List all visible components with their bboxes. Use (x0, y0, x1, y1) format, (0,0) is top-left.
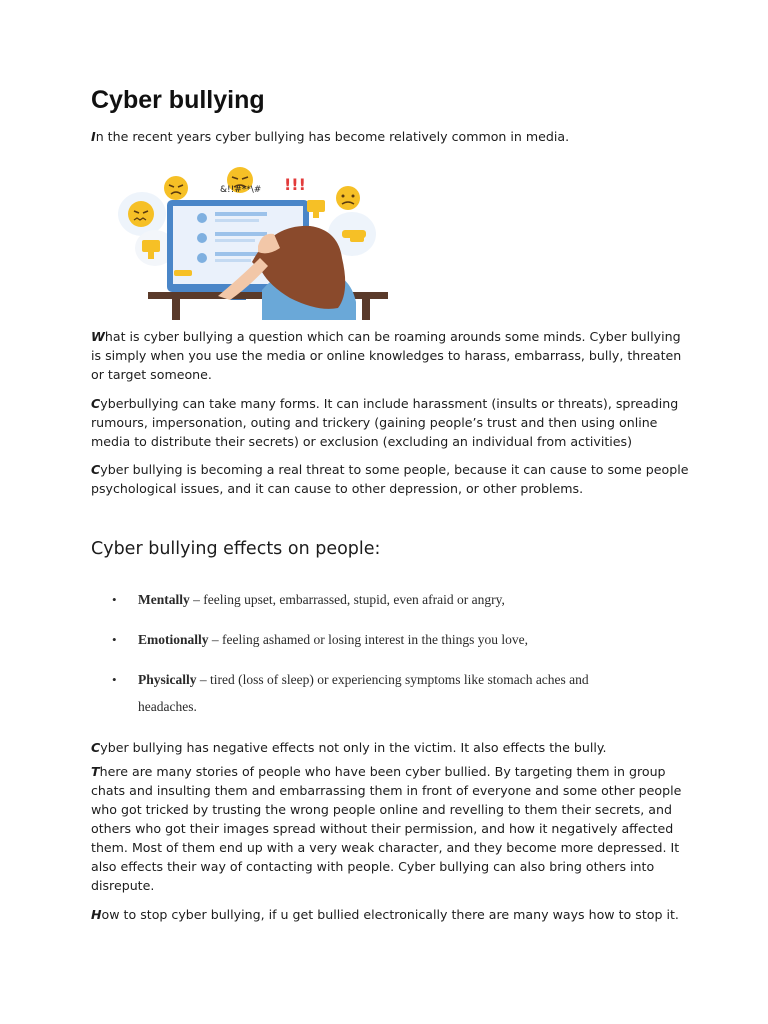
paragraph-text: yber bullying has negative effects not only in the victim. It also effects the bully. (100, 740, 607, 755)
paragraph-text: hat is cyber bullying a question which can be roaming arounds some minds. Cyber bullying is simply when you use the media or online knowledges to harass, embarrass, bully, threaten or target someone. (91, 329, 682, 382)
cyberbullying-illustration (112, 162, 402, 320)
effects-heading: Cyber bullying effects on people: (91, 539, 381, 559)
pointing-hand-icon (174, 270, 192, 276)
bully-effects-paragraph (91, 738, 691, 757)
intro-paragraph (91, 127, 691, 146)
paragraph-text: yber bullying is becoming a real threat to some people, because it can cause to some people psychological issues, and it can cause to other depression, or other problems. (91, 462, 689, 496)
effect-item-emotionally (112, 626, 652, 653)
drop-cap: H (91, 907, 102, 922)
drop-cap: C (91, 396, 101, 411)
drop-cap: W (91, 329, 105, 344)
curse-symbols-text: &!!#**\# (220, 185, 262, 195)
how-to-stop-paragraph (91, 905, 691, 924)
drop-cap: C (91, 462, 101, 477)
definition-paragraph (91, 327, 691, 384)
effect-description: – feeling upset, embarrassed, stupid, even afraid or angry, (189, 592, 505, 607)
effect-term: Physically (138, 672, 197, 687)
paragraph-text: here are many stories of people who have been cyber bullied. By targeting them in group chats and insulting them and embarrassing them in front of everyone and some other people who got tricked by trusting the wrong people online and revelling to them their secrets, and others who got their images spread without their permission, and how it negatively affected them. Most of them end up with a very weak character, and they become more depressed. It also effects their way of contacting with people. Cyber bullying can also bring others into disrepute. (91, 764, 682, 893)
drop-cap: C (91, 740, 101, 755)
effect-term: Mentally (138, 592, 190, 607)
thumbs-down-icon (307, 200, 325, 218)
bullet-icon: • (112, 592, 117, 607)
threat-paragraph (91, 460, 691, 498)
bullet-icon: • (112, 632, 117, 647)
document-title: Cyber bullying (91, 86, 265, 114)
paragraph-text: yberbullying can take many forms. It can include harassment (insults or threats), spreading rumours, impersonation, outing and trickery (gaining people’s trust and then using online media to distribute their secrets) or exclusion (excluding an individual from activities) (91, 396, 679, 449)
effect-item-physically (112, 666, 622, 720)
sad-emoji-icon (336, 186, 360, 210)
disgusted-emoji-icon (128, 201, 154, 227)
effect-term: Emotionally (138, 632, 209, 647)
stories-paragraph (91, 762, 691, 895)
drop-cap: I (91, 129, 96, 144)
alert-icon: !!! (284, 175, 306, 194)
effect-description: – tired (loss of sleep) or experiencing symptoms like stomach aches and headaches. (138, 672, 589, 714)
drop-cap: T (91, 764, 100, 779)
forms-paragraph (91, 394, 691, 451)
effect-description: – feeling ashamed or losing interest in the things you love, (208, 632, 528, 647)
paragraph-text: n the recent years cyber bullying has become relatively common in media. (95, 129, 570, 144)
bullet-icon: • (112, 672, 117, 687)
effect-item-mentally (112, 586, 652, 613)
paragraph-text: ow to stop cyber bullying, if u get bullied electronically there are many ways how to stop it. (101, 907, 679, 922)
angry-emoji-icon (164, 176, 188, 200)
